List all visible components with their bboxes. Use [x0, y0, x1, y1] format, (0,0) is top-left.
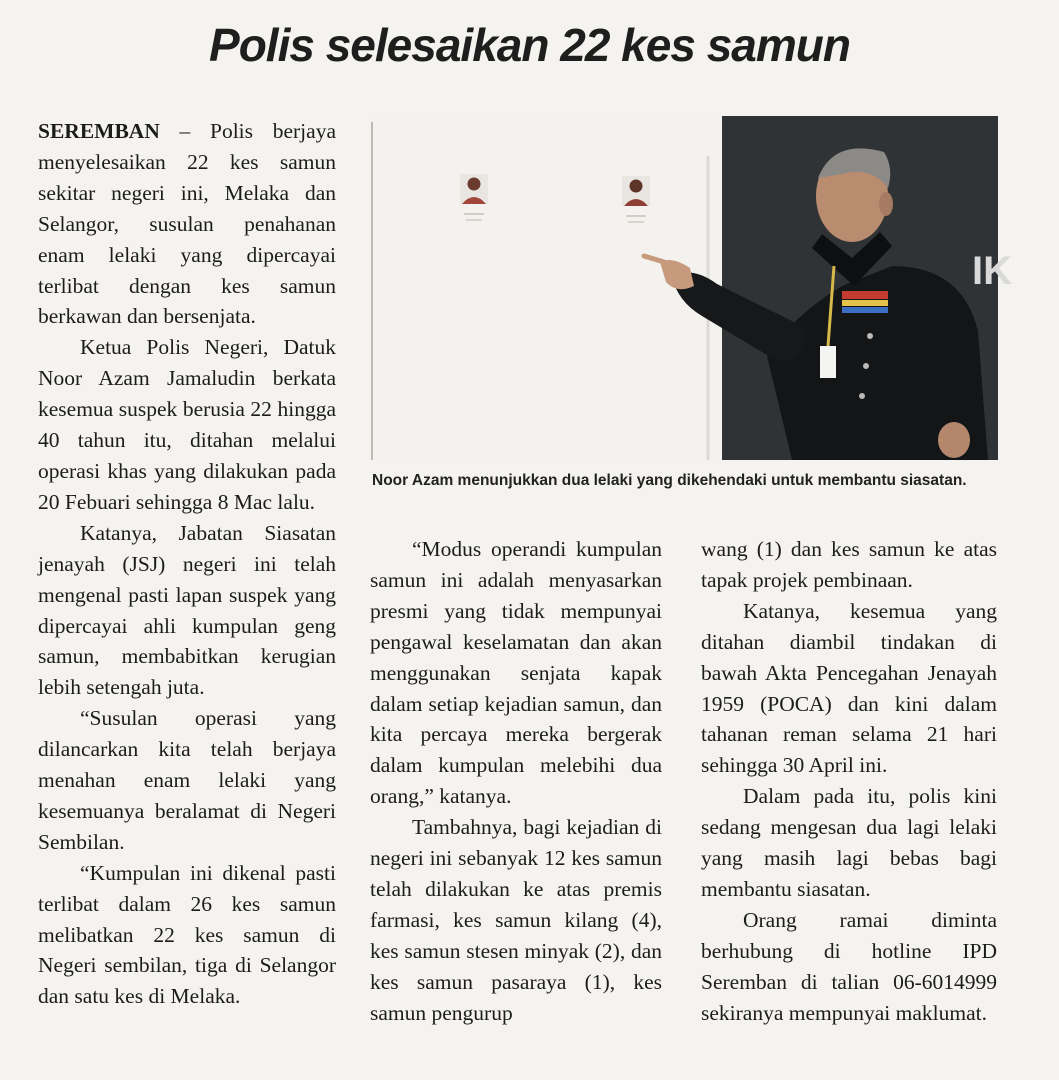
paragraph: Katanya, Jabatan Siasatan jenayah (JSJ) negeri ini telah mengenal pasti lapan suspek yang dipercayai ahli kumpulan geng samun, membabitkan kerugian lebih setengah juta.: [38, 520, 336, 700]
paragraph: [38, 116, 336, 332]
wanted-photo-1: [460, 174, 488, 220]
dateline: SEREMBAN: [38, 119, 160, 143]
paragraph: Orang ramai diminta berhubung di hotline IPD Seremban di talian 06-6014999 sekiranya mempunyai maklumat.: [701, 907, 997, 1025]
article-column-3: [701, 534, 997, 1029]
paragraph: Tambahnya, bagi kejadian di negeri ini sebanyak 12 kes samun telah dilakukan ke atas premis farmasi, kes samun kilang (4), kes samun stesen minyak (2), dan kes samun pasaraya (1), kes samun pengurup: [370, 815, 662, 1025]
photo-illustration: [372, 116, 1012, 460]
paragraph: Dalam pada itu, polis kini sedang mengesan dua lagi lelaki yang masih lagi bebas bagi membantu siasatan.: [701, 784, 997, 901]
paragraph: wang (1) dan kes samun ke atas tapak projek pembinaan.: [701, 537, 997, 592]
wanted-photo-2: [622, 176, 650, 222]
paragraph: Katanya, kesemua yang ditahan diambil tindakan di bawah Akta Pencegahan Jenayah 1959 (POCA) dan kini dalam tahanan reman selama 21 hari sehingga 30 April ini.: [701, 598, 997, 778]
paragraph: “Kumpulan ini dikenal pasti terlibat dalam 26 kes samun melibatkan 22 kes samun di Negeri sembilan, tiga di Selangor dan satu kes di Melaka.: [38, 860, 336, 1009]
svg-text:IK: IK: [972, 249, 1012, 293]
paragraph: “Susulan operasi yang dilancarkan kita telah berjaya menahan enam lelaki yang kesemuanya beralamat di Negeri Sembilan.: [38, 706, 336, 854]
paragraph: “Modus operandi kumpulan samun ini adalah menyasarkan presmi yang tidak mempunyai pengawal keselamatan dan akan menggunakan senjata kapak dalam setiap kejadian samun, dan kita percaya mereka bergerak dalam kumpulan melebihi dua orang,” katanya.: [370, 537, 662, 809]
news-photo: [372, 116, 1012, 460]
article-column-2: [370, 534, 662, 1029]
paragraph-text: – Polis berjaya menyelesaikan 22 kes samun sekitar negeri ini, Melaka dan Selangor, susulan penahanan enam lelaki yang dipercayai terlibat dengan kes samun berkawan dan bersenjata.: [38, 119, 336, 329]
article-column-1: [38, 116, 336, 1012]
photo-caption: Noor Azam menunjukkan dua lelaki yang dikehendaki untuk membantu siasatan.: [372, 472, 967, 489]
paragraph: Ketua Polis Negeri, Datuk Noor Azam Jamaludin berkata kesemua suspek berusia 22 hingga 40 tahun itu, ditahan melalui operasi khas yang dilakukan pada 20 Febuari sehingga 8 Mac lalu.: [38, 335, 336, 514]
headline: Polis selesaikan 22 kes samun: [209, 19, 850, 71]
